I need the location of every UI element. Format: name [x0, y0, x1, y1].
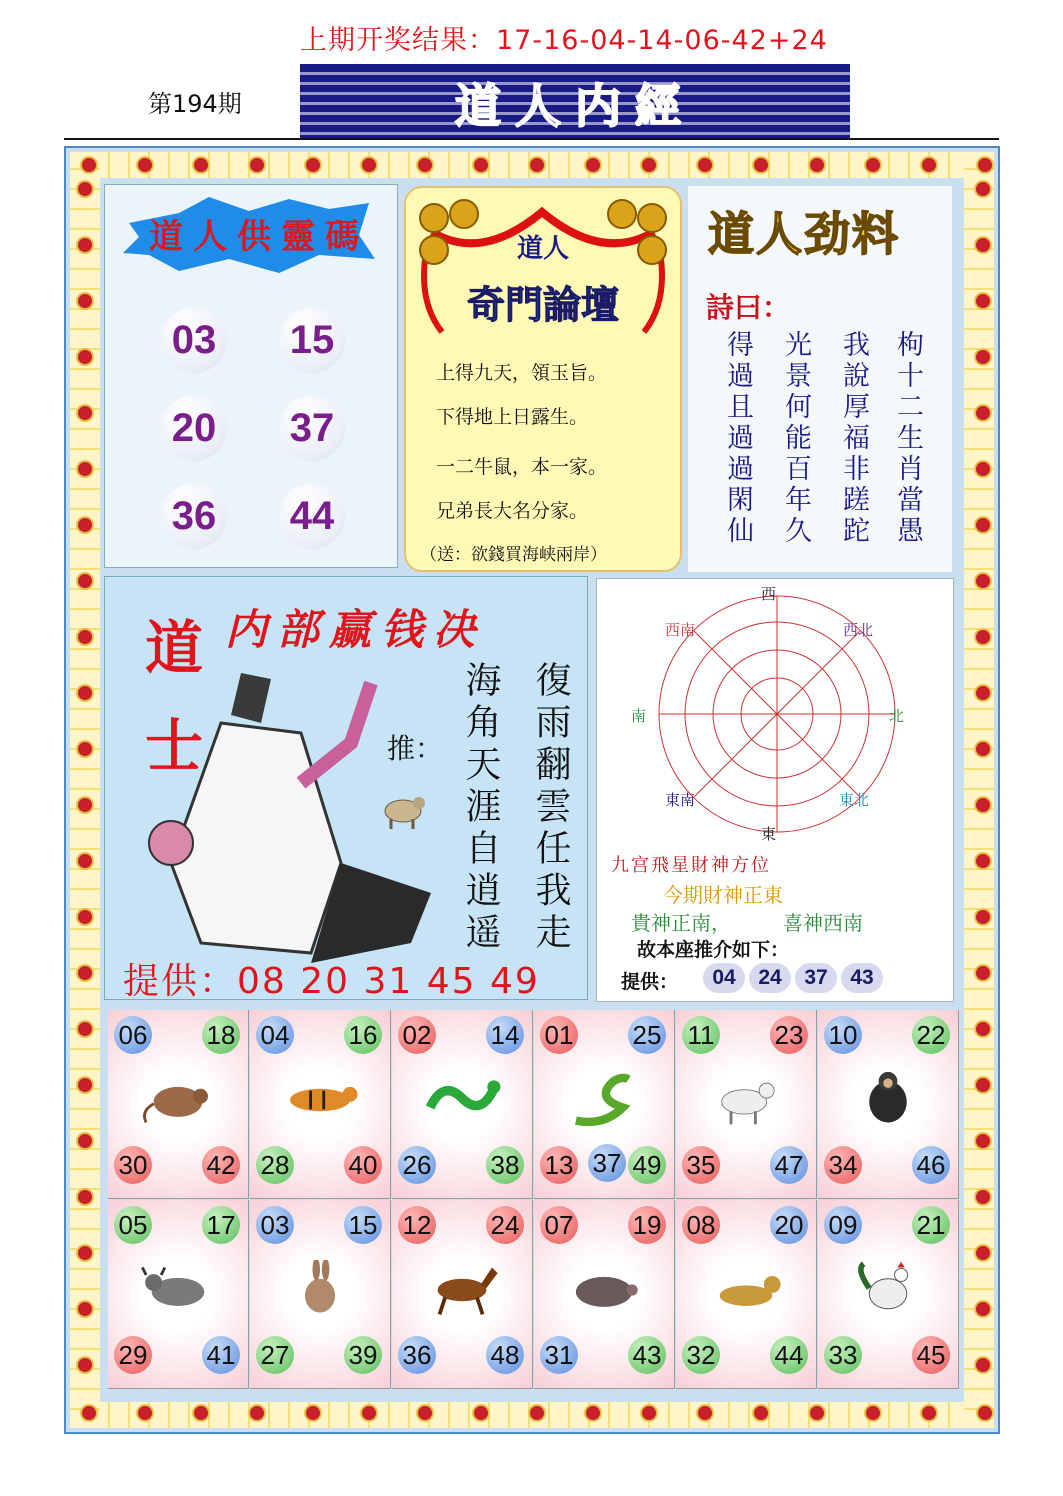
bead-ornament [360, 156, 378, 174]
bead-ornament [76, 292, 94, 310]
bead-ornament [136, 1404, 154, 1422]
lucky-numbers-title: 道人供靈碼 [149, 217, 369, 257]
bead-ornament [76, 1356, 94, 1374]
bead-ornament [974, 1356, 992, 1374]
bead-ornament [696, 156, 714, 174]
bead-ornament [304, 156, 322, 174]
bead-ornament [974, 404, 992, 422]
forum-heading: 道人 [516, 234, 569, 264]
divider [64, 138, 999, 140]
zodiac-number-ball: 38 [486, 1146, 524, 1184]
bead-ornament [80, 1404, 98, 1422]
zodiac-number-ball: 05 [114, 1206, 152, 1244]
zodiac-number-ball: 10 [824, 1016, 862, 1054]
zodiac-cell [676, 1010, 817, 1199]
ox-icon [138, 1260, 218, 1320]
bead-ornament [696, 1404, 714, 1422]
bead-ornament [864, 1404, 882, 1422]
bead-ornament [974, 1300, 992, 1318]
zodiac-number-ball: 04 [256, 1016, 294, 1054]
bead-ornament [640, 1404, 658, 1422]
bead-ornament [76, 1132, 94, 1150]
taoist-label: 道士 [135, 617, 203, 813]
poem-column: 得過且過過閑仙 [722, 330, 753, 547]
bead-ornament [974, 1076, 992, 1094]
zodiac-cell [818, 1010, 959, 1199]
poem-line: 兄弟長大名分家。 [436, 500, 589, 522]
zodiac-number-ball: 46 [912, 1146, 950, 1184]
bead-ornament [472, 1404, 490, 1422]
zodiac-number-grid [108, 1010, 962, 1390]
bead-ornament [974, 852, 992, 870]
bead-ornament [248, 156, 266, 174]
bead-ornament [80, 156, 98, 174]
secret-title: 内部赢钱决 [225, 605, 486, 654]
zodiac-number-ball: 44 [770, 1336, 808, 1374]
lucky-number-ball: 03 [161, 307, 227, 373]
zodiac-cell [534, 1200, 675, 1389]
bead-ornament [584, 1404, 602, 1422]
zodiac-number-ball: 09 [824, 1206, 862, 1244]
zodiac-number-ball: 03 [256, 1206, 294, 1244]
poem-line: 一二牛鼠，本一家。 [436, 456, 608, 478]
bead-ornament [528, 1404, 546, 1422]
bead-ornament [976, 156, 994, 174]
zodiac-number-ball: 37 [588, 1144, 626, 1182]
bead-ornament [974, 908, 992, 926]
zodiac-number-ball: 18 [202, 1016, 240, 1054]
bead-ornament [974, 1132, 992, 1150]
wealth-direction-panel [596, 578, 954, 1002]
zodiac-number-ball: 47 [770, 1146, 808, 1184]
bead-ornament [192, 156, 210, 174]
bead-ornament [76, 852, 94, 870]
goat-icon [381, 791, 425, 831]
zodiac-cell [250, 1010, 391, 1199]
bead-ornament [974, 180, 992, 198]
bead-ornament [808, 1404, 826, 1422]
bead-ornament [248, 1404, 266, 1422]
push-label: 推： [387, 732, 444, 765]
bead-ornament [752, 156, 770, 174]
zodiac-number-ball: 28 [256, 1146, 294, 1184]
bead-ornament [76, 572, 94, 590]
zodiac-number-ball: 29 [114, 1336, 152, 1374]
bead-ornament [974, 796, 992, 814]
dir-southwest: 西南 [665, 621, 696, 639]
dog-icon [706, 1260, 786, 1320]
zodiac-number-ball: 39 [344, 1336, 382, 1374]
lucky-numbers-panel [104, 184, 398, 568]
bead-ornament [76, 460, 94, 478]
bead-ornament [76, 796, 94, 814]
zodiac-number-ball: 17 [202, 1206, 240, 1244]
zodiac-number-ball: 27 [256, 1336, 294, 1374]
zodiac-number-ball: 49 [628, 1146, 666, 1184]
zodiac-number-ball: 22 [912, 1016, 950, 1054]
dragon-icon [422, 1070, 502, 1130]
zodiac-number-ball: 33 [824, 1336, 862, 1374]
bead-ornament [640, 156, 658, 174]
recommend-line: 故本座推介如下： [637, 939, 790, 961]
bead-ornament [974, 628, 992, 646]
dir-south: 南 [631, 707, 647, 725]
poem-column: 光景何能百年久 [780, 330, 811, 547]
zodiac-number-ball: 26 [398, 1146, 436, 1184]
zodiac-number-ball: 25 [628, 1016, 666, 1054]
zodiac-cell [108, 1010, 249, 1199]
recommend-ball: 37 [795, 963, 837, 993]
bead-ornament [76, 684, 94, 702]
poem-line: 下得地上日露生。 [436, 406, 589, 428]
zodiac-cell [250, 1200, 391, 1389]
zodiac-number-ball: 42 [202, 1146, 240, 1184]
zodiac-number-ball: 15 [344, 1206, 382, 1244]
title-banner [300, 64, 850, 138]
zodiac-cell [108, 1200, 249, 1389]
bead-ornament [76, 404, 94, 422]
rooster-icon [848, 1260, 928, 1320]
compass-caption: 九宫飛星財神方位 [611, 855, 771, 876]
bead-ornament [192, 1404, 210, 1422]
bead-ornament [974, 964, 992, 982]
bead-ornament [76, 516, 94, 534]
bead-ornament [76, 964, 94, 982]
bead-ornament [752, 1404, 770, 1422]
dir-northeast: 東北 [839, 791, 870, 809]
zodiac-number-ball: 08 [682, 1206, 720, 1244]
secret-column: 復雨翻雲任我走 [530, 661, 571, 955]
bead-ornament [974, 1244, 992, 1262]
dir-southeast: 東南 [665, 791, 696, 809]
zodiac-number-ball: 48 [486, 1336, 524, 1374]
poem-label: 詩曰： [706, 291, 791, 324]
zodiac-number-ball: 34 [824, 1146, 862, 1184]
bead-ornament [974, 684, 992, 702]
zodiac-number-ball: 20 [770, 1206, 808, 1244]
zodiac-number-ball: 45 [912, 1336, 950, 1374]
lucky-number-ball: 37 [279, 395, 345, 461]
rat-icon [138, 1070, 218, 1130]
bead-ornament [974, 516, 992, 534]
goat-icon [706, 1070, 786, 1130]
zodiac-number-ball: 35 [682, 1146, 720, 1184]
zodiac-number-ball: 36 [398, 1336, 436, 1374]
bead-ornament [76, 908, 94, 926]
horse-icon [422, 1260, 502, 1320]
zodiac-number-ball: 43 [628, 1336, 666, 1374]
zodiac-number-ball: 32 [682, 1336, 720, 1374]
bead-ornament [136, 156, 154, 174]
bead-ornament [920, 1404, 938, 1422]
recommend-ball: 24 [749, 963, 791, 993]
bead-ornament [76, 1188, 94, 1206]
bead-ornament [76, 348, 94, 366]
bead-ornament [974, 1188, 992, 1206]
joy-god-line: 喜神西南 [783, 911, 863, 935]
bead-ornament [416, 156, 434, 174]
bead-ornament [974, 460, 992, 478]
poem-note: （送：欲錢買海峡兩岸） [420, 545, 607, 565]
lucky-number-ball: 15 [279, 307, 345, 373]
tiger-icon [280, 1070, 360, 1130]
bead-ornament [360, 1404, 378, 1422]
zodiac-number-ball: 14 [486, 1016, 524, 1054]
zodiac-number-ball: 41 [202, 1336, 240, 1374]
bead-ornament [76, 1300, 94, 1318]
dir-east: 東 [761, 825, 777, 843]
bead-ornament [528, 156, 546, 174]
poem-panel [688, 186, 952, 572]
bead-ornament [974, 572, 992, 590]
provided-numbers: 提供：08 20 31 45 49 [123, 961, 540, 1002]
bead-ornament [808, 156, 826, 174]
bead-ornament [974, 348, 992, 366]
issue-number: 第194期 [148, 90, 242, 118]
bead-ornament [416, 1404, 434, 1422]
provide-label: 提供： [621, 971, 679, 993]
bead-ornament [974, 292, 992, 310]
zodiac-cell [392, 1200, 533, 1389]
bead-ornament [974, 236, 992, 254]
zodiac-cell [818, 1200, 959, 1389]
dir-north: 北 [889, 707, 905, 725]
bead-ornament [76, 236, 94, 254]
bead-ornament [76, 1244, 94, 1262]
zodiac-number-ball: 06 [114, 1016, 152, 1054]
bead-ornament [974, 740, 992, 758]
zodiac-number-ball: 01 [540, 1016, 578, 1054]
page-title: 道人内經 [455, 79, 695, 133]
taoist-secret-panel [104, 576, 588, 1000]
bead-ornament [76, 180, 94, 198]
bead-ornament [76, 740, 94, 758]
recommend-ball: 43 [841, 963, 883, 993]
last-draw-result: 上期开奖结果：17-16-04-14-06-42+24 [300, 25, 828, 56]
zodiac-number-ball: 24 [486, 1206, 524, 1244]
bead-ornament [76, 628, 94, 646]
rabbit-icon [280, 1260, 360, 1320]
zodiac-number-ball: 12 [398, 1206, 436, 1244]
zodiac-number-ball: 30 [114, 1146, 152, 1184]
zodiac-number-ball: 23 [770, 1016, 808, 1054]
bead-ornament [584, 156, 602, 174]
poem-column: 我說厚福非蹉跎 [838, 330, 869, 547]
zodiac-cell [392, 1010, 533, 1199]
secret-column: 海角天涯自逍遥 [460, 661, 501, 955]
poem-line: 上得九天，領玉旨。 [436, 362, 608, 384]
zodiac-number-ball: 11 [682, 1016, 720, 1054]
zodiac-number-ball: 02 [398, 1016, 436, 1054]
zodiac-number-ball: 21 [912, 1206, 950, 1244]
zodiac-number-ball: 31 [540, 1336, 578, 1374]
wealth-god-line: 今期財神正東 [663, 883, 783, 907]
dir-northwest: 西北 [843, 621, 874, 639]
lucky-number-ball: 20 [161, 395, 227, 461]
zodiac-number-ball: 16 [344, 1016, 382, 1054]
zodiac-cell [534, 1010, 675, 1199]
zodiac-number-ball: 40 [344, 1146, 382, 1184]
lucky-number-ball: 44 [279, 483, 345, 549]
snake-icon [564, 1070, 644, 1130]
zodiac-cell [676, 1200, 817, 1389]
bead-ornament [76, 1020, 94, 1038]
noble-god-line: 貴神正南， [631, 911, 731, 935]
bead-ornament [974, 1020, 992, 1038]
dir-west: 西 [761, 585, 777, 603]
recommend-ball: 04 [703, 963, 745, 993]
monkey-icon [848, 1070, 928, 1130]
bead-ornament [76, 1076, 94, 1094]
forum-name: 奇門論壇 [466, 283, 619, 327]
zodiac-number-ball: 07 [540, 1206, 578, 1244]
bead-ornament [472, 156, 490, 174]
poem-panel-title: 道人劲料 [708, 207, 900, 261]
bead-ornament [976, 1404, 994, 1422]
poem-column: 枸十二生肖當愚 [892, 330, 923, 547]
bead-ornament [920, 156, 938, 174]
pig-icon [564, 1260, 644, 1320]
bead-ornament [304, 1404, 322, 1422]
lucky-number-ball: 36 [161, 483, 227, 549]
forum-poem-panel [404, 186, 682, 572]
zodiac-number-ball: 13 [540, 1146, 578, 1184]
bead-ornament [864, 156, 882, 174]
zodiac-number-ball: 19 [628, 1206, 666, 1244]
